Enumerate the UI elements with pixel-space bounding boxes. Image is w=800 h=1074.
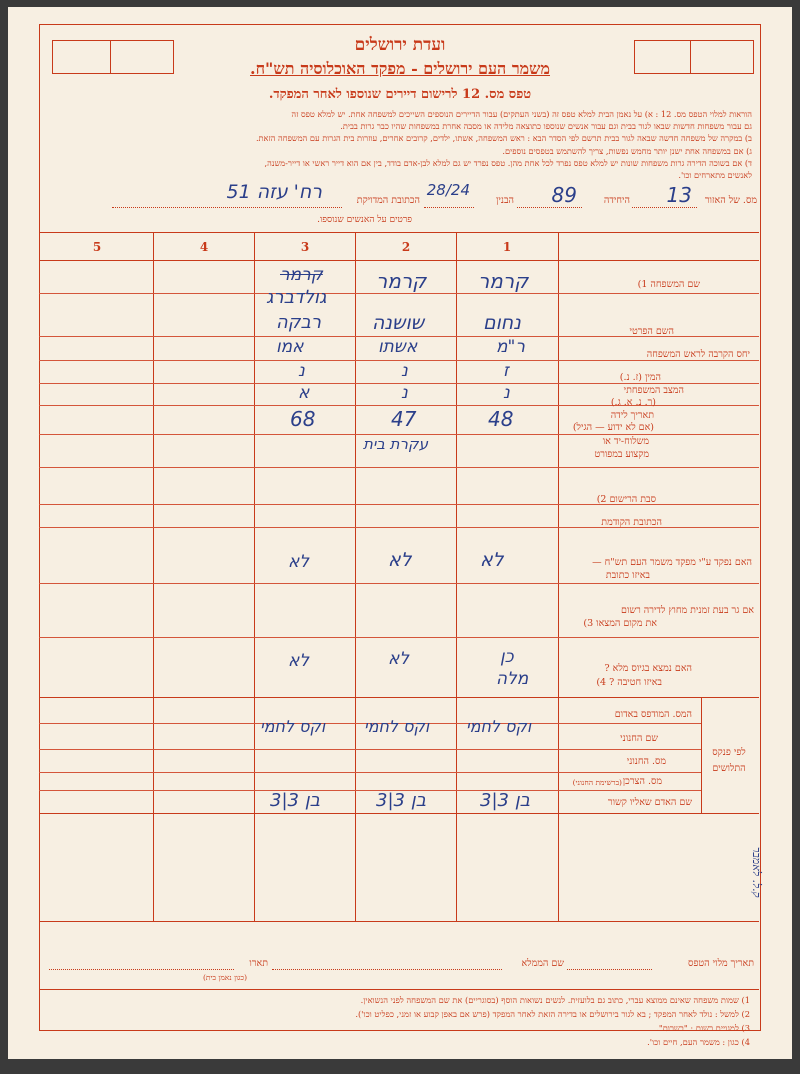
p3-sex: נ <box>298 361 305 381</box>
p3-birth: 68 <box>290 407 316 431</box>
label-shop-number: מס. החנוני <box>626 756 666 767</box>
label-ration-group: לפי פנקס התלושים <box>712 747 746 774</box>
label-family-name: שם המשפחה 1) <box>637 279 700 290</box>
p3-linked: בן 3|3 <box>270 790 321 811</box>
p3-relation: אמו <box>276 337 304 357</box>
role-note: (כגון נאמן בית) <box>202 973 247 982</box>
p1-relation: ר"מ <box>496 337 525 357</box>
label-temporary: אם גר בעת זמנית מחוץ לדירה רשום <box>621 605 754 616</box>
p2-family-name: קרמר <box>376 269 427 293</box>
footnote-2: 2) למשל : נולד לאחר המפקד ; בא לגור בירושלים או בדירה הזאת לאחר המפקד (פרש אם באפן קבוע או זמני, כפליט וכו'). <box>355 1009 750 1019</box>
side-note: ק.ל. לאמבר <box>750 847 763 898</box>
p2-birth: 47 <box>391 407 417 431</box>
p1-mobilized: כן <box>500 647 514 667</box>
label-counted: האם נפקד ע"י מפקד משמר העם תש"ח — <box>592 557 752 568</box>
column-number-5: 5 <box>92 240 102 254</box>
p2-counted: לא <box>388 549 412 571</box>
p3-family-name-struck: קרמר <box>280 265 323 285</box>
address-label: הכתובת המדויקת <box>356 195 420 206</box>
address-value: רח' עזה 51 <box>226 181 322 203</box>
instructions: הוראות למלוי הטפס מס. 12 : א) על נאמן הבית למלא טפס זה (בשני העתקים) עבור הדיירים הנוספים השייכים למשפחה אחת. יש למלא טפס זה גם עבור משפחות חדשות שבאו לגור בבית וגם עבור אנשים שנוספו כתוצאה מלידה או מסבה אחרת במשפחות שהיו כבר גרות בבית. ב) במקרה של משפחה חדשה שבאה לגור בבית תרשם לפי הסדר הבא : ראש המשפחה, אשתו, ילדים, קרובים אחרים, עוזרות בית הגרות עם המשפחה הזאת. ג) אם במשפחה אחת ישנן יותר מחמש נפשות, צריך להשתמש בטפסים נוספים. ד) אם בשוכה הדירה גרות משפחות שונות יש למלא טפס נפרד לכל אחת מהן. טפס נפרד יש גם למלא לבן-אדם בודד, בין אם הוא דייר ראשי או דייר-משנה, לאנשים מתארחים וכו'. <box>255 109 752 181</box>
p2-sex: נ <box>401 361 408 381</box>
label-mobilized: האם נמצא בגיוס מלא ? <box>604 663 692 674</box>
census-form <box>8 7 792 1059</box>
unit-label: היחידה <box>603 195 630 206</box>
building-value: 28/24 <box>426 181 470 199</box>
label-linked-person: שם האדם שאליו קשור <box>607 797 692 808</box>
label-first-name: השם הפרטי <box>629 326 674 337</box>
footnote-3: 3) למגויים רשום : "בשרות". <box>656 1023 750 1033</box>
label-mobilized-unit: באיזו חטיבה ? 4) <box>596 677 662 688</box>
p2-family-status: נ <box>401 383 408 403</box>
filler-label: שם הממלא <box>521 958 564 969</box>
column-number-1: 1 <box>502 240 512 254</box>
p3-shop-name: וקס לחמי <box>260 717 326 736</box>
label-sex: המין (ז. נ.) <box>619 372 661 383</box>
footnote-4: 4) כגון : משמר העם, חיים וכו'. <box>647 1037 750 1047</box>
column-number-2: 2 <box>401 240 411 254</box>
p1-mobilized-unit: מלה <box>496 669 529 689</box>
persons-label: פרטים על האנשים שנוספו. <box>317 215 412 225</box>
area-value: 13 <box>666 183 692 207</box>
p1-first-name: נחום <box>483 312 521 334</box>
label-family-status-codes: (ר. נ. א. ג.) <box>610 397 656 408</box>
label-consumer-note: (ברשימת החנוני) <box>572 778 622 787</box>
column-number-4: 4 <box>199 240 209 254</box>
label-counted-address: באיזו כתובת <box>605 570 650 581</box>
label-previous-address: הכתובת הקודמת <box>601 517 662 528</box>
p1-linked: בן 3|3 <box>480 790 531 811</box>
label-relation: יחס הקרבה לראש המשפחה <box>646 349 750 360</box>
label-registration-reason: סבת הרישום 2) <box>596 494 656 505</box>
label-family-status: המצב המשפחתי <box>623 385 684 396</box>
p2-first-name: שושנה <box>372 312 425 334</box>
area-label: מס. של האזור <box>704 195 757 206</box>
column-number-3: 3 <box>300 240 310 254</box>
label-ration-printed-number: המס. המודפס באדום <box>614 709 692 720</box>
label-birth-date: תאריך לידה <box>610 410 654 421</box>
p1-family-status: נ <box>503 383 510 403</box>
p1-sex: ז <box>503 361 509 381</box>
label-occupation-1: משלוח-יד או <box>602 436 649 447</box>
p1-family-name: קרמר <box>478 269 529 293</box>
form-name: טפס מס. 12 לרישום דיירים שנוספו לאחר המפקד. <box>268 87 532 102</box>
label-occupation-2: מקצוע במפורט <box>594 449 649 460</box>
building-label: הבנין <box>495 195 514 206</box>
label-consumer-number: מס. הצרכן <box>622 776 662 787</box>
p2-linked: בן 3|3 <box>376 790 427 811</box>
p3-counted: לא <box>288 552 310 572</box>
committee-title: ועדת ירושלים <box>354 35 446 55</box>
p2-shop-name: וקס לחמי <box>364 717 430 736</box>
p1-counted: לא <box>480 549 504 571</box>
p1-birth: 48 <box>488 407 514 431</box>
unit-value: 89 <box>551 183 577 207</box>
form-title: משמר העם ירושלים - מפקד האוכלוסיה תש"ח. <box>250 59 550 78</box>
p1-shop-name: וקס לחמי <box>466 717 532 736</box>
role-label: תארו <box>249 958 268 969</box>
label-temporary-place: את מקום המצאו 3) <box>583 618 657 629</box>
p3-family-status: א <box>298 383 310 403</box>
footnote-1: 1) שמות משפחה שאינם ממוצא עברי, כתוב גם בלועזית. לנשים נשואות הוסף (בסוגריים) את שם המשפחה לפני הנשואין. <box>360 995 750 1005</box>
p2-occupation: עקרת בית <box>363 435 429 453</box>
p2-relation: אשתו <box>378 337 418 357</box>
p3-first-name: רבקה <box>276 312 322 333</box>
label-shop-name: שם החנוני <box>620 733 658 744</box>
label-birth-date-alt: (אם לא ידוע — הגיל) <box>572 422 654 433</box>
p3-mobilized: לא <box>288 651 310 671</box>
p2-mobilized: לא <box>388 649 410 669</box>
date-label: תאריך מלוי הטפס <box>688 958 754 969</box>
p3-family-name: גולדברג <box>266 287 327 308</box>
